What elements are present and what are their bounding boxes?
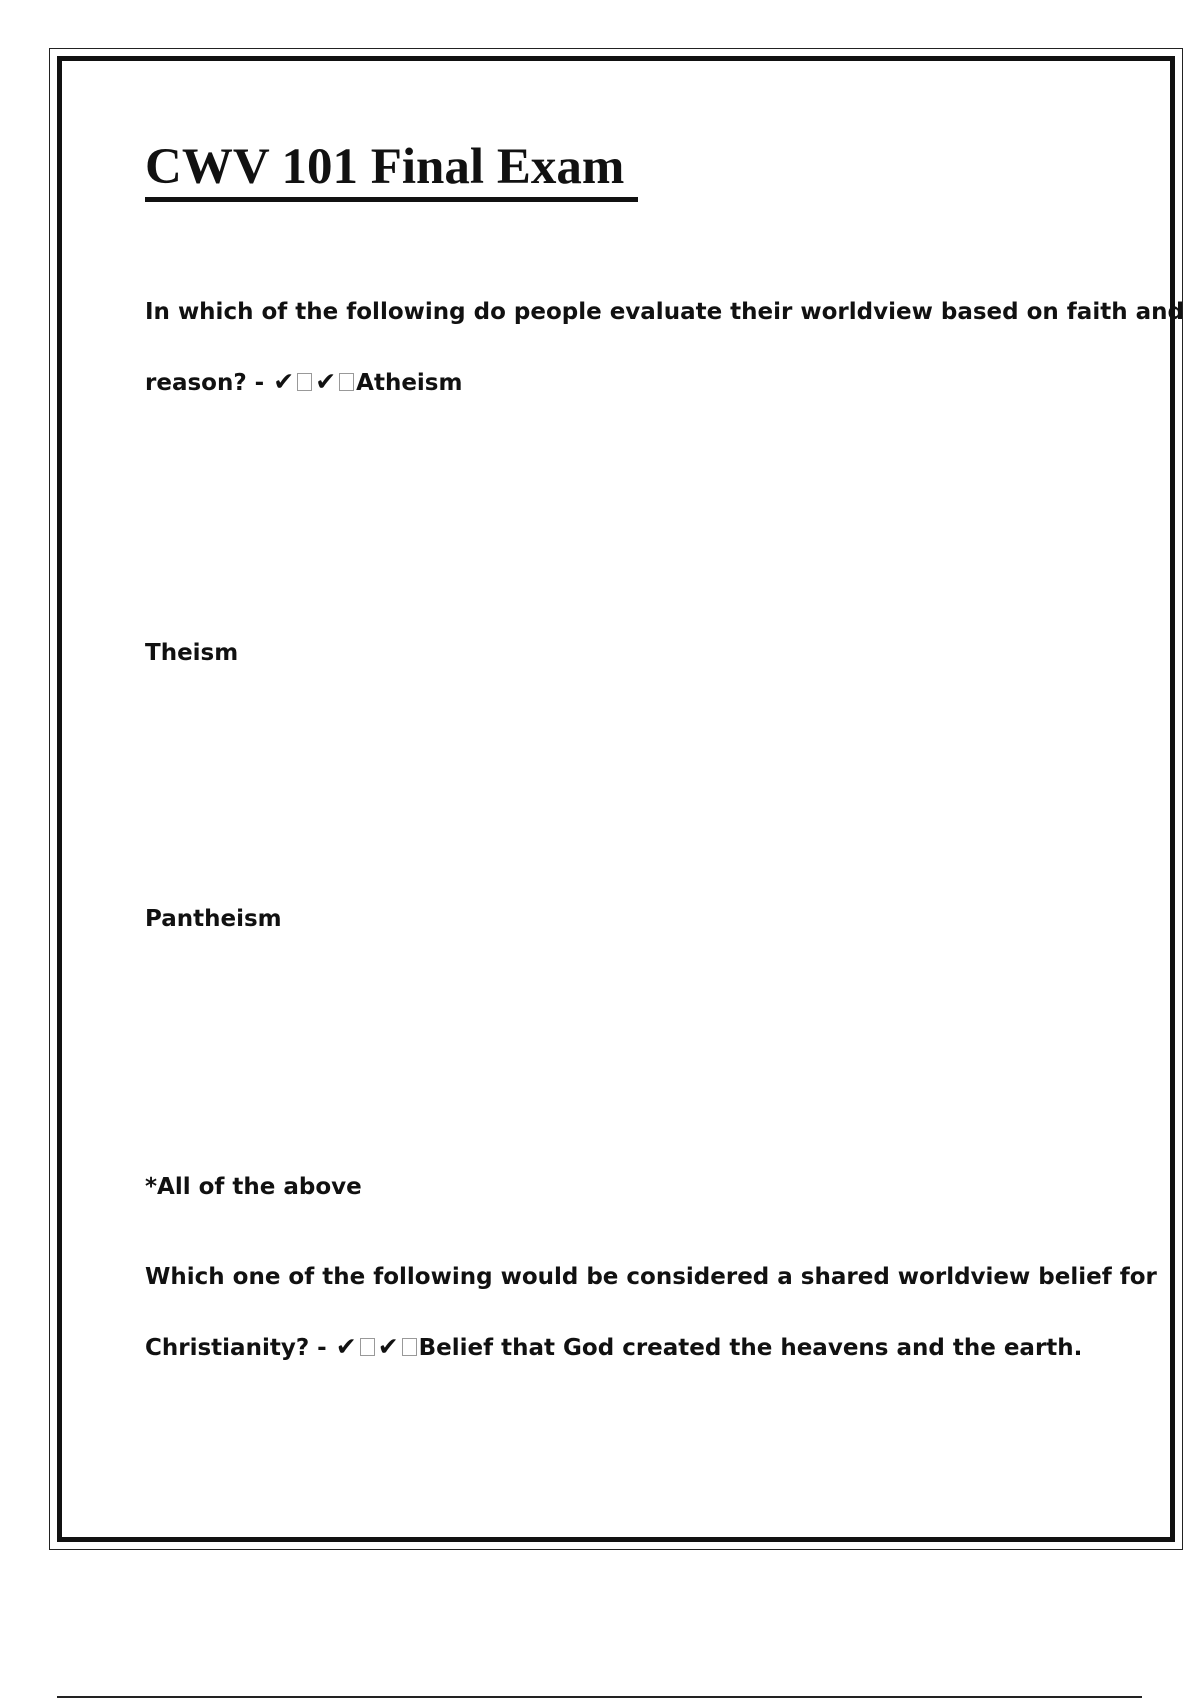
check-icon: ✔ (335, 1332, 357, 1361)
question-1-line-1: In which of the following do people evaluate their worldview based on faith and (145, 299, 1184, 325)
check-icon: ✔ (273, 367, 295, 396)
question-2-prefix: Christianity? - (145, 1335, 327, 1361)
check-icon: ✔ (315, 367, 337, 396)
question-2-answer: Belief that God created the heavens and the earth. (418, 1335, 1083, 1361)
question-1-prefix: reason? - (145, 370, 265, 396)
question-1-option-theism: Theism (145, 640, 239, 666)
title-underline (145, 197, 638, 202)
question-1-option-all: *All of the above (145, 1174, 362, 1200)
question-1-answer: Atheism (356, 370, 463, 396)
question-2-line-2 (145, 1332, 1082, 1363)
empty-box-icon (339, 373, 354, 391)
empty-box-icon (360, 1338, 375, 1356)
page-border-inner (57, 56, 1175, 1542)
exam-title: CWV 101 Final Exam (145, 139, 625, 195)
question-1-option-pantheism: Pantheism (145, 906, 282, 932)
check-icon: ✔ (377, 1332, 399, 1361)
empty-box-icon (402, 1338, 417, 1356)
footer-rule (57, 1696, 1142, 1698)
question-1-line-2 (145, 367, 462, 398)
question-2-line-1: Which one of the following would be considered a shared worldview belief for (145, 1264, 1157, 1290)
empty-box-icon (297, 373, 312, 391)
